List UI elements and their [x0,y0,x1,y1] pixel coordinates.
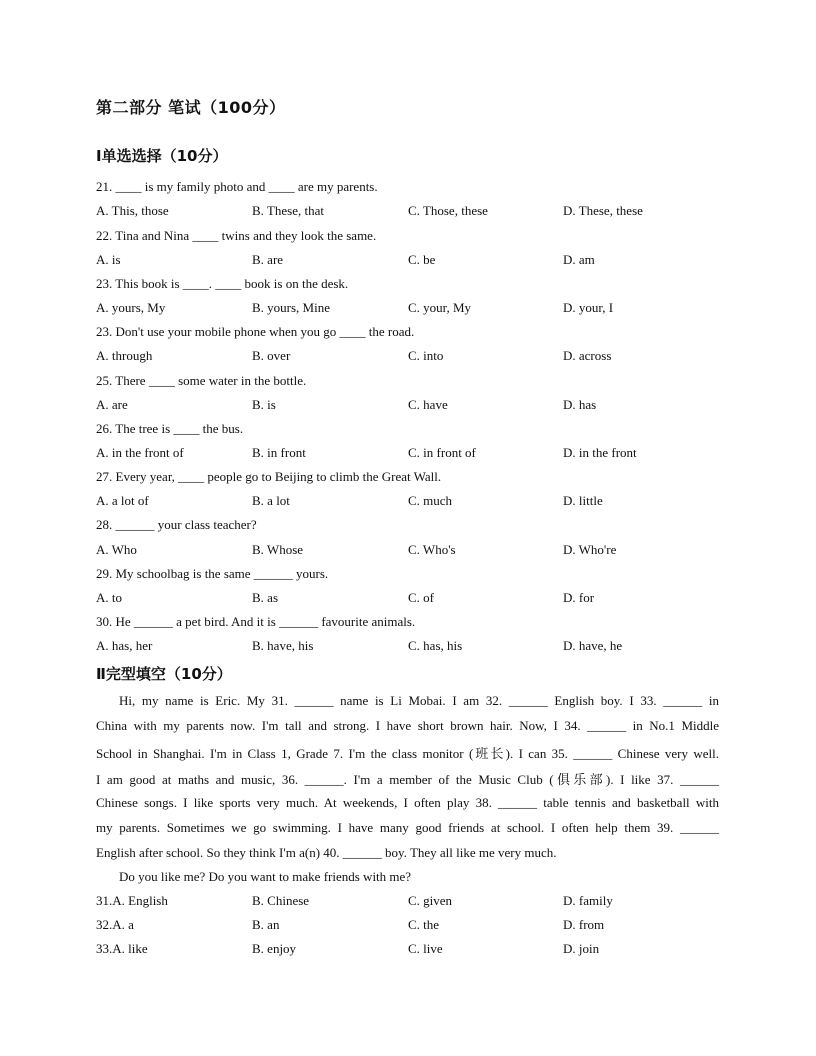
options-29 [96,590,736,608]
option-d: D. family [563,893,613,908]
options-33 [96,941,736,959]
options-28 [96,542,736,560]
option-d: D. across [563,348,612,363]
options-23 [96,300,736,318]
option-b: B. Whose [252,542,304,557]
options-27 [96,493,736,511]
question-27: 27. Every year, ____ people go to Beijing to climb the Great Wall. [96,469,442,484]
option-d: D. in the front [563,445,637,460]
option-c: C. into [408,348,444,363]
option-a: A. is [96,252,121,267]
option-b: B. an [252,917,280,932]
option-d: D. have, he [563,638,623,653]
part1-heading: Ⅰ单选选择（10分） [96,147,228,165]
closing-line: Do you like me? Do you want to make friends with me? [119,869,412,884]
options-32 [96,917,736,935]
question-22: 22. Tina and Nina ____ twins and they look the same. [96,228,377,243]
passage-line: Hi, my name is Eric. My 31. ______ name is Li Mobai. I am 32. ______ English boy. I 33. ______ in [119,693,719,708]
option-a: A. yours, My [96,300,166,315]
options-24 [96,348,736,366]
passage-line: my parents. Sometimes we go swimming. I have many good friends at school. I often help them 39. ______ [96,820,719,835]
question-26: 26. The tree is ____ the bus. [96,421,244,436]
option-c: C. Who's [408,542,456,557]
option-d: D. Who're [563,542,617,557]
option-b: B. over [252,348,291,363]
option-a: A. to [96,590,122,605]
option-c: C. have [408,397,448,412]
question-25: 25. There ____ some water in the bottle. [96,373,307,388]
option-b: B. are [252,252,284,267]
question-29: 29. My schoolbag is the same ______ yours. [96,566,329,581]
option-a: 31.A. English [96,893,168,908]
option-a: A. has, her [96,638,153,653]
option-b: B. have, his [252,638,314,653]
question-30: 30. He ______ a pet bird. And it is ______ favourite animals. [96,614,416,629]
option-a: A. are [96,397,128,412]
option-b: B. Chinese [252,893,310,908]
question-21: 21. ____ is my family photo and ____ are my parents. [96,179,378,194]
options-25 [96,397,736,415]
option-c: C. much [408,493,453,508]
passage-line: Chinese songs. I like sports very much. At weekends, I often play 38. ______ table tennis and basketball with [96,795,719,810]
option-d: D. your, I [563,300,614,315]
option-d: D. has [563,397,597,412]
option-c: C. be [408,252,436,267]
option-a: A. a lot of [96,493,149,508]
option-a: A. in the front of [96,445,184,460]
part2-heading: Ⅱ完型填空（10分） [96,665,232,683]
option-d: D. little [563,493,603,508]
option-b: B. These, that [252,203,324,218]
option-c: C. given [408,893,453,908]
option-a: 32.A. a [96,917,134,932]
passage-line: I am good at maths and music, 36. ______. I'm a member of the Music Club (俱乐部). I like 37. ______ [96,772,719,787]
option-c: C. has, his [408,638,463,653]
passage-line: English after school. So they think I'm a(n) 40. ______ boy. They all like me very much. [96,845,557,860]
option-c: C. live [408,941,443,956]
section-title: 第二部分 笔试（100分） [96,98,286,117]
question-28: 28. ______ your class teacher? [96,517,257,532]
options-31 [96,893,736,911]
passage-line: School in Shanghai. I'm in Class 1, Grade 7. I'm the class monitor (班长). I can 35. ______ Chinese very well. [96,746,719,761]
options-30 [96,638,736,656]
option-a: A. through [96,348,153,363]
option-d: D. join [563,941,600,956]
option-c: C. your, My [408,300,472,315]
option-c: C. of [408,590,434,605]
options-22 [96,252,736,270]
option-d: D. for [563,590,595,605]
option-d: D. from [563,917,605,932]
option-a: A. This, those [96,203,169,218]
question-24: 23. Don't use your mobile phone when you go ____ the road. [96,324,415,339]
option-c: C. the [408,917,440,932]
option-b: B. as [252,590,278,605]
option-c: C. Those, these [408,203,488,218]
option-b: B. yours, Mine [252,300,330,315]
option-c: C. in front of [408,445,476,460]
options-26 [96,445,736,463]
option-b: B. enjoy [252,941,297,956]
option-b: B. a lot [252,493,290,508]
question-23: 23. This book is ____. ____ book is on the desk. [96,276,349,291]
option-a: 33.A. like [96,941,148,956]
options-21 [96,203,736,221]
option-d: D. am [563,252,595,267]
passage-line: China with my parents now. I'm tall and strong. I have short brown hair. Now, I 34. ______ in No.1 Middle [96,718,719,733]
option-d: D. These, these [563,203,643,218]
option-b: B. in front [252,445,306,460]
option-a: A. Who [96,542,137,557]
option-b: B. is [252,397,276,412]
